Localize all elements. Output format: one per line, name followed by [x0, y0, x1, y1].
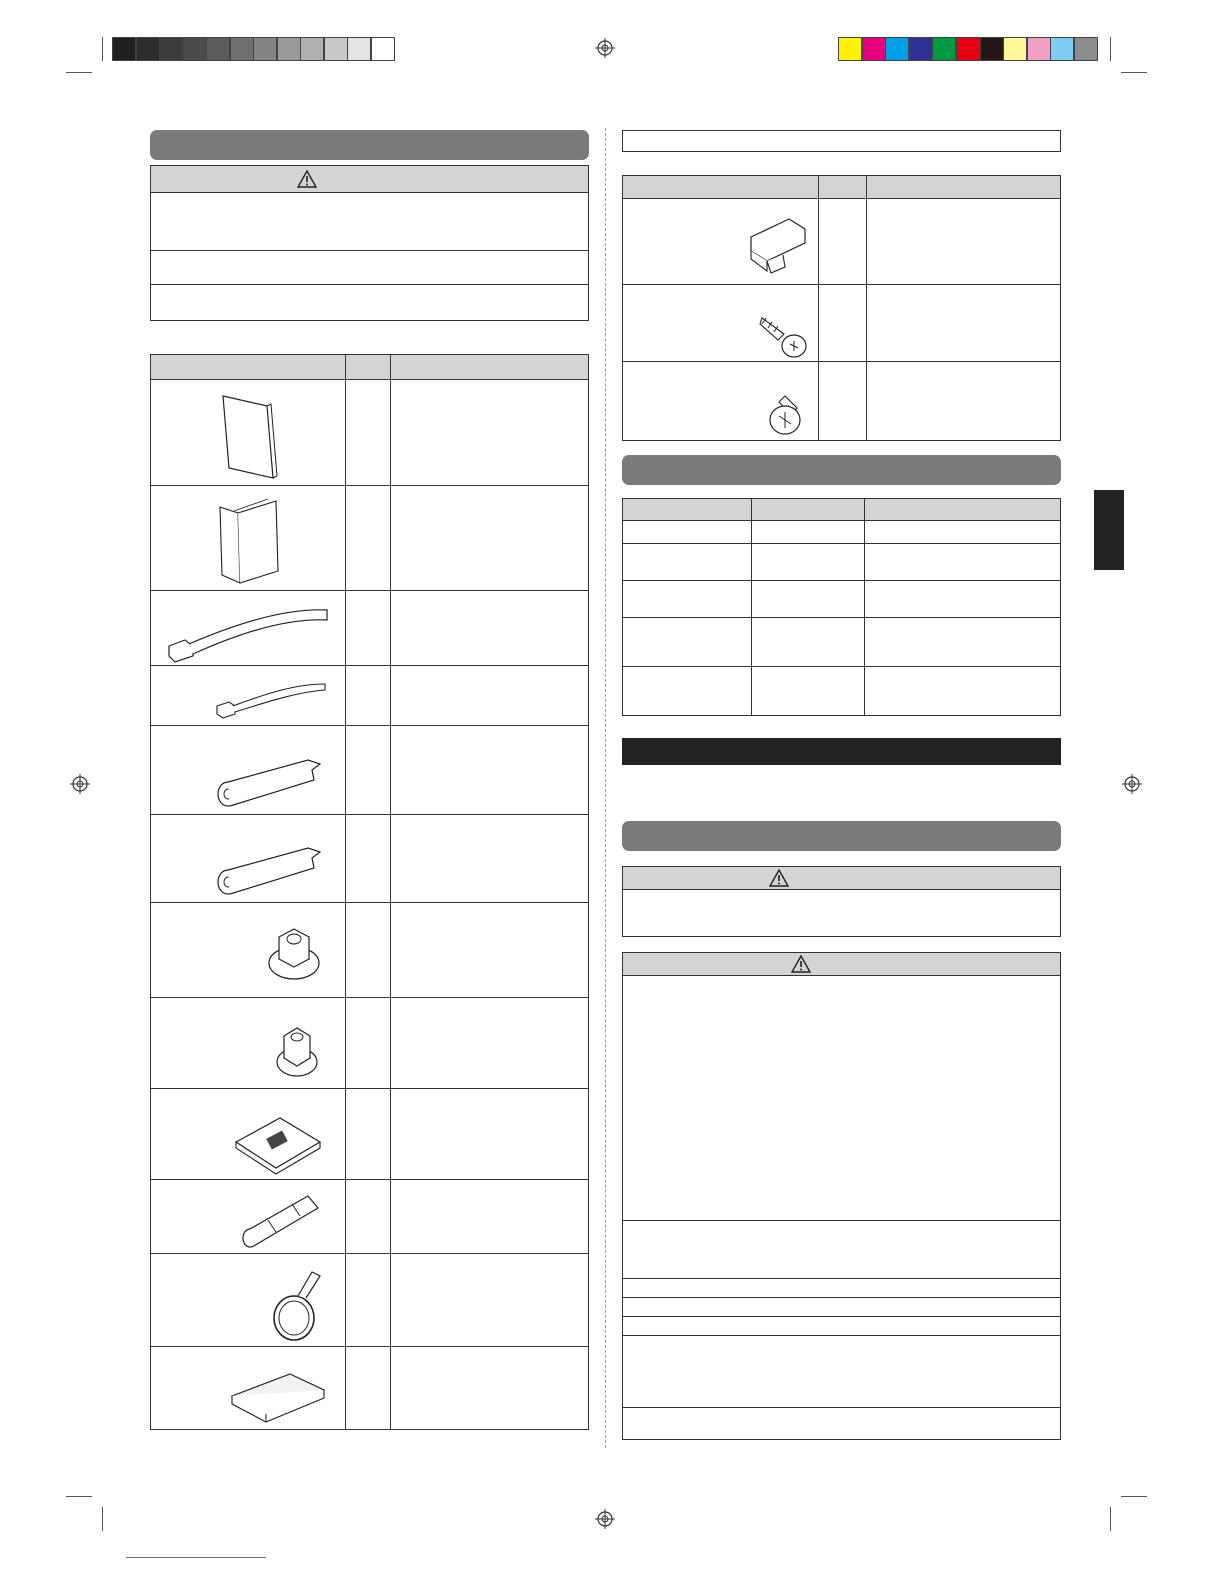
- warning-row-divider: [150, 250, 589, 251]
- registration-mark-icon: [70, 774, 90, 794]
- table-row-divider: [150, 485, 589, 486]
- pipe-spec-table: [622, 498, 1061, 716]
- crop-mark: [1110, 37, 1111, 61]
- column-divider: [605, 128, 606, 1448]
- table-row-divider: [622, 666, 1061, 667]
- gray-swatch: [347, 37, 371, 61]
- color-swatch: [838, 37, 862, 61]
- crop-mark: [1110, 1507, 1111, 1531]
- warning-triangle-icon: [769, 869, 789, 887]
- small-cable-tie-icon: [215, 680, 330, 722]
- gray-swatch: [324, 37, 348, 61]
- color-swatch: [862, 37, 886, 61]
- registration-mark-icon: [595, 38, 615, 58]
- table-column-divider: [818, 175, 819, 441]
- chapter-heading-bar: [622, 738, 1061, 765]
- crop-mark: [1121, 1496, 1147, 1497]
- warning-triangle-icon: [791, 955, 811, 973]
- caution-row-divider: [622, 1316, 1061, 1317]
- language-side-tab: [1094, 490, 1124, 570]
- gray-swatch: [300, 37, 324, 61]
- sponge-pad-icon: [228, 1368, 328, 1424]
- color-swatch: [885, 37, 909, 61]
- color-swatch: [909, 37, 933, 61]
- crop-mark: [66, 72, 92, 73]
- table-row-divider: [150, 1253, 589, 1254]
- clip-icon: [745, 215, 811, 277]
- color-swatch: [1027, 37, 1051, 61]
- gray-swatch: [371, 37, 395, 61]
- gray-swatch: [136, 37, 160, 61]
- crop-mark: [102, 1507, 103, 1531]
- pipe-insulation-small-icon: [212, 838, 327, 898]
- table-row-divider: [150, 997, 589, 998]
- color-swatch: [980, 37, 1004, 61]
- table-column-divider: [751, 498, 752, 716]
- table-column-divider: [864, 498, 865, 716]
- color-swatch: [1050, 37, 1074, 61]
- table-column-divider: [866, 175, 867, 441]
- caution-row-divider: [622, 1297, 1061, 1298]
- table-row-divider: [150, 725, 589, 726]
- caution-box-header: [622, 952, 1061, 976]
- caution-row-divider: [622, 1407, 1061, 1408]
- color-swatch: [1003, 37, 1027, 61]
- registration-mark-icon: [595, 1509, 615, 1529]
- gray-swatch: [112, 37, 136, 61]
- table-row-divider: [150, 1088, 589, 1089]
- optional-parts-table-header: [622, 175, 1061, 199]
- crop-mark: [102, 37, 103, 61]
- color-swatch: [956, 37, 980, 61]
- color-swatch: [1074, 37, 1098, 61]
- warning-box-header: [622, 866, 1061, 890]
- pipe-spec-table-header: [622, 498, 1061, 521]
- gray-swatch: [183, 37, 207, 61]
- table-column-divider: [345, 354, 346, 1430]
- warning-row-divider: [150, 284, 589, 285]
- optional-parts-table: [622, 175, 1061, 441]
- table-row-divider: [150, 814, 589, 815]
- gray-swatch: [277, 37, 301, 61]
- table-row-divider: [622, 284, 1061, 285]
- section-heading-bar: [622, 455, 1061, 485]
- flare-nut-small-icon: [272, 1022, 322, 1080]
- installation-manual-icon: [210, 495, 290, 587]
- section-heading-bar: [622, 821, 1061, 851]
- gray-swatch: [230, 37, 254, 61]
- table-row-divider: [622, 617, 1061, 618]
- table-row-divider: [150, 1179, 589, 1180]
- caution-row-divider: [622, 1220, 1061, 1221]
- table-row-divider: [622, 580, 1061, 581]
- table-row-divider: [150, 1346, 589, 1347]
- warning-triangle-icon: [297, 170, 317, 188]
- caution-box: [622, 952, 1061, 1440]
- pipe-insulation-large-icon: [212, 750, 327, 810]
- note-box: [622, 130, 1061, 152]
- registration-mark-icon: [1122, 774, 1142, 794]
- gray-swatch: [159, 37, 183, 61]
- color-swatch: [932, 37, 956, 61]
- operating-manual-icon: [215, 392, 285, 482]
- caution-row-divider: [622, 1278, 1061, 1279]
- table-row-divider: [622, 361, 1061, 362]
- table-row-divider: [150, 902, 589, 903]
- coupler-icon: [238, 1190, 326, 1252]
- gray-swatch: [253, 37, 277, 61]
- section-heading-bar: [150, 130, 589, 160]
- hose-band-icon: [268, 1268, 324, 1346]
- table-row-divider: [150, 590, 589, 591]
- table-row-divider: [622, 543, 1061, 544]
- flare-nut-large-icon: [265, 925, 323, 985]
- caution-row-divider: [622, 1335, 1061, 1336]
- table-column-divider: [390, 354, 391, 1430]
- warning-box-header: [150, 165, 589, 193]
- round-head-screw-icon: [765, 392, 811, 438]
- crop-mark: [66, 1496, 92, 1497]
- large-cable-tie-icon: [165, 600, 335, 664]
- drain-cap-icon: [230, 1108, 325, 1176]
- gray-swatch: [206, 37, 230, 61]
- tapping-screw-icon: [758, 308, 810, 360]
- crop-mark: [1121, 72, 1147, 73]
- accessories-table-header: [150, 354, 589, 380]
- table-row-divider: [150, 665, 589, 666]
- bottom-underline-mark: [126, 1557, 266, 1558]
